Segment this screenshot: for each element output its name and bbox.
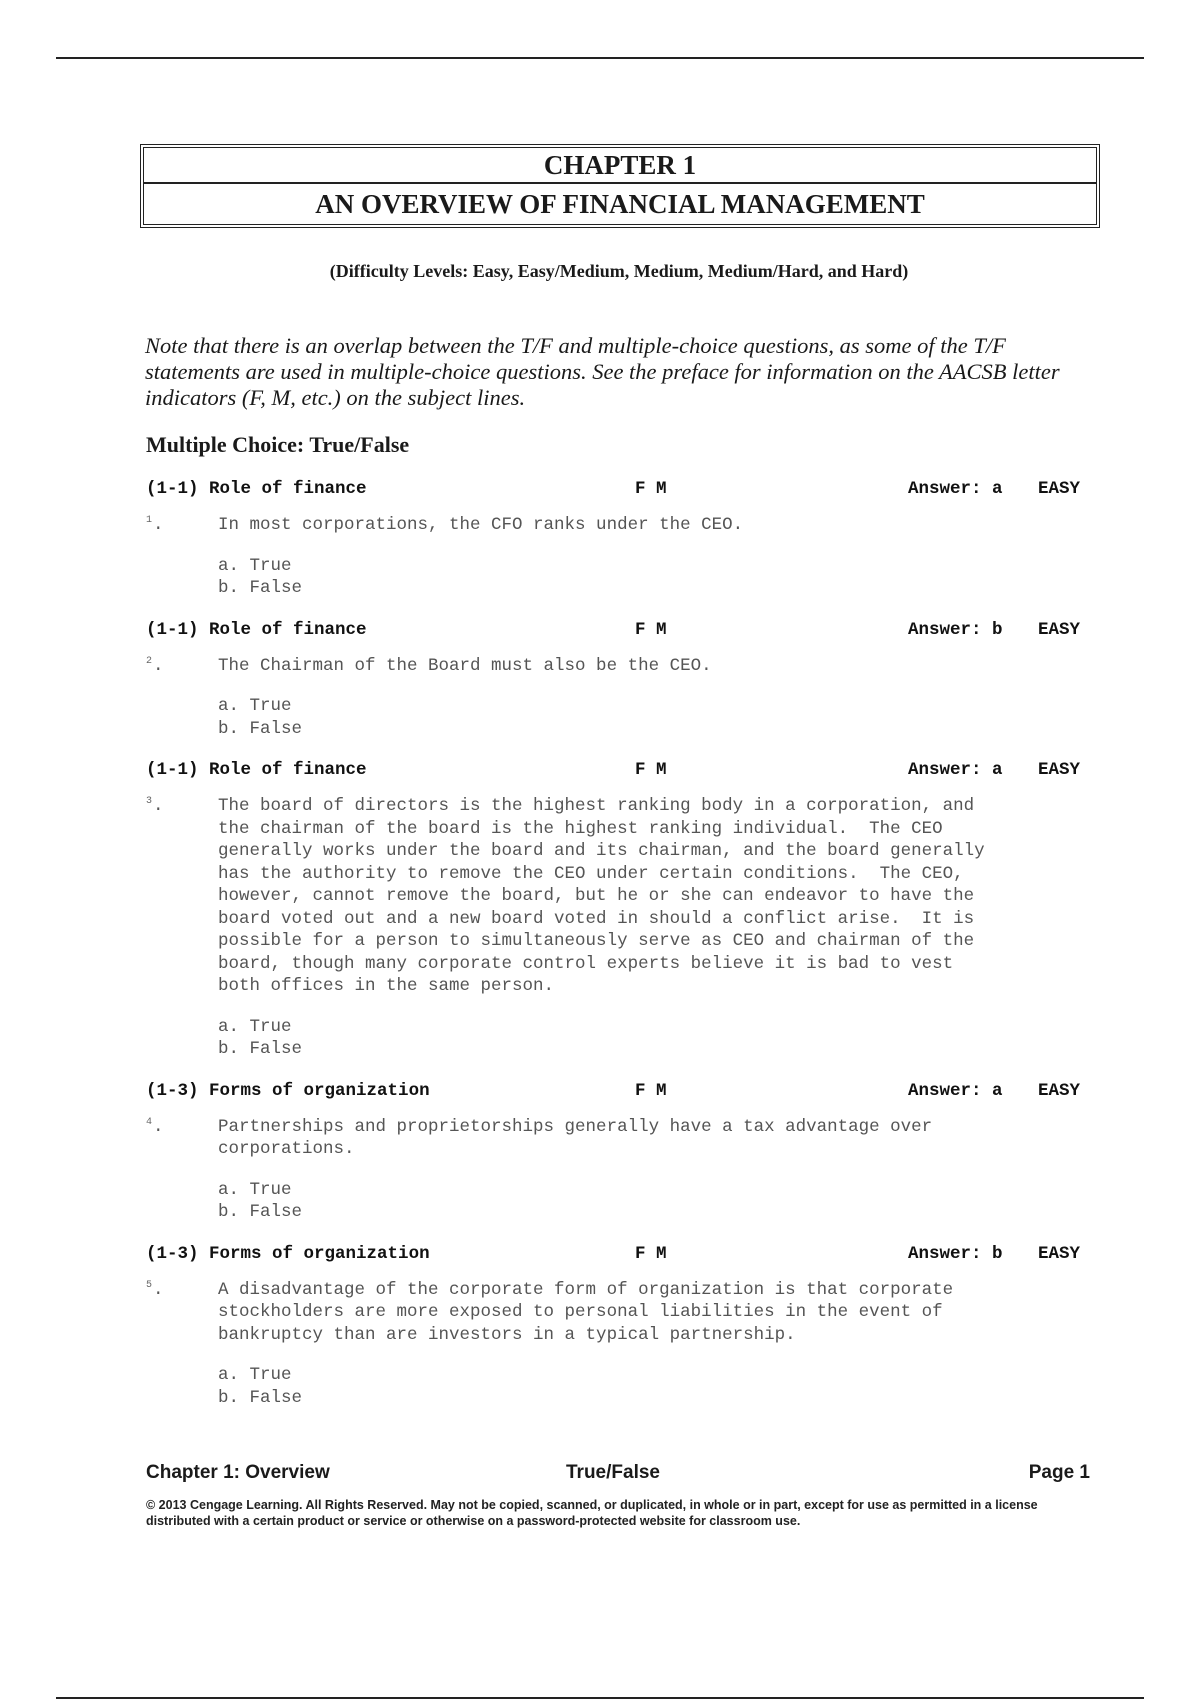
question-aacsb: F M xyxy=(635,479,667,499)
option-false: b. False xyxy=(218,1202,303,1222)
question-level: EASY xyxy=(1038,1080,1081,1101)
question-body xyxy=(146,514,1090,600)
option-false: b. False xyxy=(218,578,303,598)
question-text: The Chairman of the Board must also be the CEO. xyxy=(218,655,712,676)
question-item xyxy=(146,620,1090,741)
question-options xyxy=(218,1364,1090,1409)
question-body xyxy=(146,655,1090,741)
question-item xyxy=(146,479,1090,600)
question-answer: Answer: a xyxy=(908,760,1003,780)
question-header xyxy=(146,1081,1090,1103)
question-answer: Answer: b xyxy=(908,619,1003,640)
question-header xyxy=(146,1244,1090,1266)
question-number-dot: . xyxy=(153,1279,164,1300)
question-topic: (1-1) Role of finance xyxy=(146,479,367,499)
option-true: a. True xyxy=(218,696,292,716)
question-topic: (1-1) Role of finance xyxy=(146,619,367,640)
option-false: b. False xyxy=(218,1387,303,1408)
copyright-notice: © 2013 Cengage Learning. All Rights Reserved. May not be copied, scanned, or duplicated, in whole or in part, except for use as permitted in a license distributed with a certain product or service or otherwise on a password-protected website for classroom use. xyxy=(146,1498,1038,1528)
footer-chapter: Chapter 1: Overview xyxy=(146,1462,330,1483)
question-header xyxy=(146,760,1090,782)
question-aacsb: F M xyxy=(635,1080,667,1101)
question-number: 2 xyxy=(146,655,153,667)
chapter-number: CHAPTER 1 xyxy=(543,150,697,180)
question-aacsb: F M xyxy=(635,619,667,640)
question-number: 4 xyxy=(146,1116,153,1128)
question-answer: Answer: b xyxy=(908,1243,1003,1264)
question-number: 5 xyxy=(146,1279,153,1291)
question-topic: (1-1) Role of finance xyxy=(146,760,367,780)
overlap-note: Note that there is an overlap between the T/F and multiple-choice questions, as some of the T/F statements are used in multiple-choice questions. See the preface for information on the AACSB letter indicators (F, M, etc.) on the subject lines. xyxy=(145,333,1060,410)
option-false: b. False xyxy=(218,1039,303,1059)
question-options xyxy=(218,695,1090,740)
question-body xyxy=(146,1279,1090,1410)
option-true: a. True xyxy=(218,1365,292,1385)
question-header xyxy=(146,620,1090,642)
question-level: EASY xyxy=(1038,479,1081,499)
question-options xyxy=(218,1016,1090,1061)
top-rule xyxy=(56,57,1144,59)
page-footer xyxy=(146,1462,1090,1486)
question-item xyxy=(146,1081,1090,1224)
option-true: a. True xyxy=(218,555,292,576)
question-body xyxy=(146,795,1090,1061)
question-topic: (1-3) Forms of organization xyxy=(146,1243,430,1264)
question-item xyxy=(146,1244,1090,1410)
bottom-rule xyxy=(56,1697,1144,1699)
question-list xyxy=(146,479,1090,1429)
question-item xyxy=(146,760,1090,1061)
question-aacsb: F M xyxy=(635,1243,667,1264)
question-body xyxy=(146,1116,1090,1224)
question-options xyxy=(218,555,1090,600)
question-answer: Answer: a xyxy=(908,1080,1003,1101)
footer-section: True/False xyxy=(566,1462,660,1483)
question-number-dot: . xyxy=(153,515,164,535)
question-number-dot: . xyxy=(153,655,164,676)
option-false: b. False xyxy=(218,718,303,739)
option-true: a. True xyxy=(218,1016,292,1037)
question-text: The board of directors is the highest ranking body in a corporation, and the chairman of the board is the highest ranking individual. The CEO generally works under the board and its chairman, and the board generally has the authority to remove the CEO under certain conditions. The CEO, however, cannot remove the board, but he or she can endeavor to have the board voted out and a new board voted in should a conflict arise. It is possible for a person to simultaneously serve as CEO and chairman of the board, though many corporate control experts believe it is bad to vest both offices in the same person. xyxy=(218,796,985,996)
difficulty-levels: (Difficulty Levels: Easy, Easy/Medium, Medium, Medium/Hard, and Hard) xyxy=(329,261,909,281)
question-aacsb: F M xyxy=(635,760,667,780)
chapter-title: AN OVERVIEW OF FINANCIAL MANAGEMENT xyxy=(144,182,1096,224)
chapter-title-box xyxy=(143,147,1097,225)
question-level: EASY xyxy=(1038,1243,1081,1264)
question-text: Partnerships and proprietorships generally have a tax advantage over corporations. xyxy=(218,1116,933,1159)
question-text: In most corporations, the CFO ranks under the CEO. xyxy=(218,515,744,535)
question-options xyxy=(218,1179,1090,1224)
question-text: A disadvantage of the corporate form of organization is that corporate stockholders are more exposed to personal liabilities in the event of bankruptcy than are investors in a typical partnership. xyxy=(218,1279,954,1345)
question-header xyxy=(146,479,1090,501)
footer-page-number: Page 1 xyxy=(1028,1462,1090,1483)
option-true: a. True xyxy=(218,1179,292,1200)
question-number: 3 xyxy=(146,796,153,807)
question-topic: (1-3) Forms of organization xyxy=(146,1080,430,1101)
question-level: EASY xyxy=(1038,760,1081,780)
question-number: 1 xyxy=(146,515,153,526)
question-number-dot: . xyxy=(153,796,164,816)
question-number-dot: . xyxy=(153,1116,164,1137)
question-level: EASY xyxy=(1038,619,1081,640)
question-answer: Answer: a xyxy=(908,479,1003,499)
section-heading: Multiple Choice: True/False xyxy=(146,432,410,457)
